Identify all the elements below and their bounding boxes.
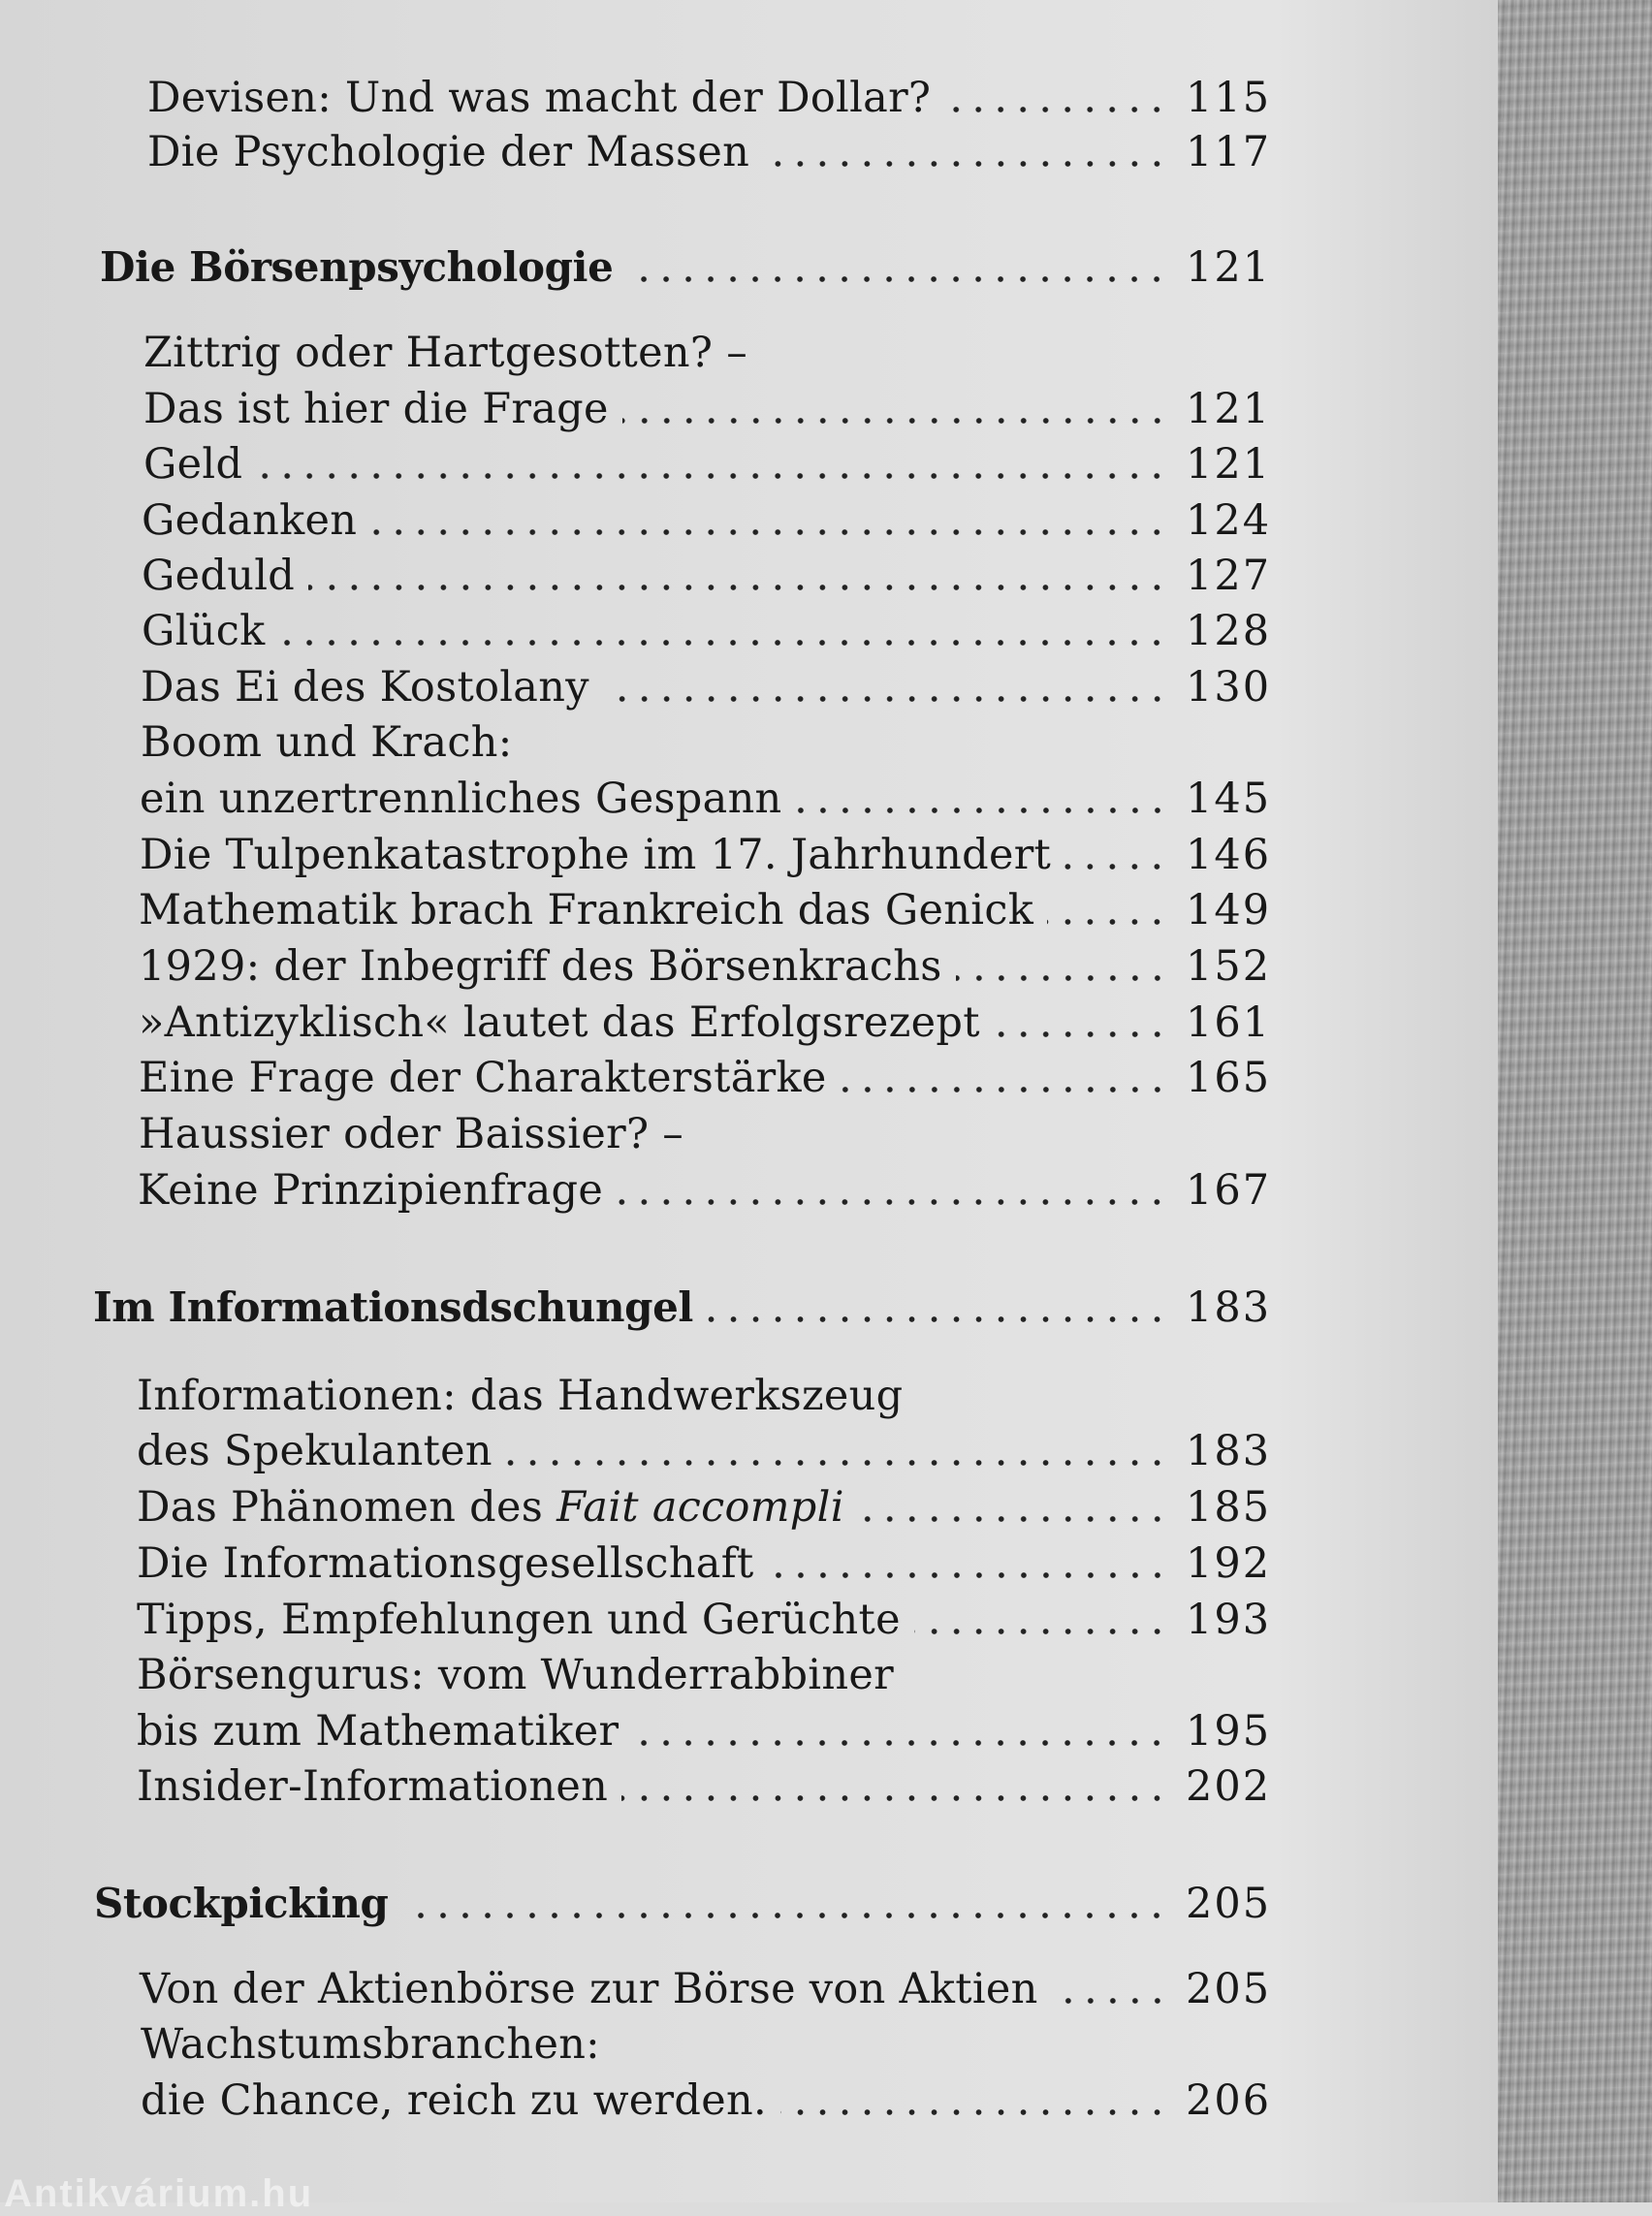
entry-title-text: Geduld [142,552,296,600]
entry-title [143,381,609,437]
entry-title [137,1479,844,1535]
entry-title-text: ein unzertrennliches Gespann [140,775,782,823]
toc-entry-zittrig [143,325,747,381]
dot-leader [401,1910,1168,1921]
dot-leader [308,582,1168,593]
toc-entry-bis-zum-mathematiker [137,1703,1272,1759]
toc-entry-antizyklisch [139,995,1272,1051]
entry-title-text: »Antizyklisch« lautet das Erfolgsrezept [139,998,980,1047]
page-number: 167 [1186,1166,1272,1215]
dot-leader [370,526,1168,538]
dot-leader [632,1737,1168,1749]
entry-title-text: Von der Aktienbörse zur Börse von Aktien [140,1965,1038,2013]
watermark: Antikvárium.hu [4,2172,314,2215]
toc-entry-keine-prinzipienfrage [138,1162,1272,1219]
dot-leader [796,805,1168,816]
dot-leader [768,1569,1168,1581]
page-number: 195 [1186,1707,1272,1756]
entry-title [139,1050,827,1106]
toc-entry-informationsgesellschaft [137,1535,1272,1592]
entry-title-text: Tipps, Empfehlungen und Gerüchte [137,1596,901,1644]
page-edge-background [1498,0,1652,2202]
entry-title-text: Börsengurus: vom Wunderrabbiner [137,1651,894,1699]
toc-entry-fait-accompli [137,1479,1272,1535]
dot-leader [622,415,1168,427]
page-number: 165 [1186,1054,1272,1102]
entry-title-text: Insider-Informationen [137,1762,609,1811]
dot-leader [617,1196,1168,1208]
page-number: 121 [1186,385,1272,433]
toc-entry-boersengurus [137,1647,894,1703]
toc-entry-des-spekulanten [137,1423,1272,1479]
toc-entry-gedanken [142,492,1272,549]
entry-title [137,1758,608,1815]
entry-title [93,1280,693,1336]
toc-entry-informationen-handwerkszeug [137,1368,903,1424]
toc-entry-charakterstaerke [139,1050,1272,1106]
entry-title [147,70,931,126]
entry-title-italic: Fait accompli [556,1483,844,1532]
entry-title [142,548,295,604]
page-number: 206 [1186,2076,1272,2125]
toc-entry-mathematik-frankreich [139,882,1272,938]
dot-leader [763,158,1168,170]
entry-title-text: Eine Frage der Charakterstärke [139,1054,827,1102]
page-number: 124 [1186,496,1272,545]
dot-leader [841,1084,1168,1095]
toc-entry-geduld [142,548,1272,604]
page-number: 193 [1186,1596,1272,1644]
toc-entry-glueck [142,603,1272,659]
toc-entry-wachstumsbranchen [141,2016,600,2073]
toc-entry-unzertrennliches-gespann [140,771,1272,827]
entry-title-text: die Chance, reich zu werden. [141,2076,767,2125]
entry-title [137,1423,492,1479]
entry-title [140,827,1051,883]
page-number: 130 [1186,663,1272,712]
entry-title-text: Boom und Krach: [141,718,513,767]
entry-title-text: Haussier oder Baissier? – [139,1110,684,1158]
entry-title-text: Die Informationsgesellschaft [137,1539,754,1588]
entry-title [94,1876,388,1932]
entry-title [139,995,980,1051]
dot-leader [1064,861,1168,872]
toc-entry-chance-reich [141,2073,1272,2129]
toc-entry-das-ist-hier-die-frage [143,381,1272,437]
entry-title [142,603,265,659]
entry-title [140,771,782,827]
page-number: 117 [1186,128,1272,176]
entry-title [142,492,357,549]
page-number: 121 [1186,440,1272,489]
page-number: 115 [1186,74,1272,122]
entry-title [147,124,749,180]
page-number: 121 [1186,243,1272,292]
dot-leader [1052,1995,1168,2007]
entry-title-text: Mathematik brach Frankreich das Genick [139,886,1034,934]
toc-entry-tipps-geruechte [137,1592,1272,1648]
page-number: 149 [1186,886,1272,934]
dot-leader [858,1513,1168,1525]
entry-title-text: Das ist hier die Frage [143,385,609,433]
toc-section-informationsdschungel [93,1280,1272,1336]
entry-title [143,325,747,381]
entry-title-text: Gedanken [142,496,358,545]
entry-title-text: Die Psychologie der Massen [147,128,750,176]
entry-title [137,1535,754,1592]
entry-title [139,938,942,995]
entry-title-text: Das Ei des Kostolany [141,663,589,712]
page-number: 145 [1186,775,1272,823]
page-number: 185 [1186,1483,1272,1532]
toc-entry-devisen [147,70,1272,126]
dot-leader [944,104,1168,115]
page-number: 127 [1186,552,1272,600]
entry-title [143,436,242,492]
page-number: 205 [1186,1965,1272,2013]
page-number: 192 [1186,1539,1272,1588]
entry-title-text: Die Tulpenkatastrophe im 17. Jahrhundert [140,831,1052,879]
dot-leader [994,1029,1168,1040]
entry-title-text: Stockpicking [94,1880,389,1927]
page-number: 128 [1186,607,1272,655]
entry-title [141,2073,767,2129]
entry-title-text: Wachstumsbranchen: [141,2020,600,2069]
page-number: 161 [1186,998,1272,1047]
entry-title-text: Devisen: Und was macht der Dollar? [147,74,932,122]
entry-title-text: Geld [143,440,243,489]
page-number: 152 [1186,942,1272,991]
entry-title [137,1592,901,1648]
dot-leader [707,1314,1168,1325]
entry-title-text: Informationen: das Handwerkszeug [137,1372,904,1420]
entry-title-text: Die Börsenpsychologie [100,243,614,291]
entry-title [100,239,613,296]
entry-title [137,1647,894,1703]
toc-entry-aktienboerse [140,1961,1272,2017]
entry-title-text: Das Phänomen des [137,1483,544,1532]
toc-entry-insider-informationen [137,1758,1272,1815]
toc-entry-tulpenkatastrophe [140,827,1272,883]
toc-section-boersenpsychologie [100,239,1272,296]
dot-leader [780,2106,1168,2118]
page-number: 205 [1186,1880,1272,1928]
dot-leader [626,273,1168,285]
entry-title [141,2016,600,2073]
entry-title [140,1961,1038,2017]
page-number: 183 [1186,1427,1272,1475]
entry-title-text: Im Informationsdschungel [93,1283,693,1331]
entry-title [141,659,589,715]
dot-leader [278,637,1168,649]
entry-title [141,714,512,771]
entry-title [137,1368,903,1424]
toc-entry-boom-und-krach [141,714,512,771]
toc-entry-psychologie-der-massen [147,124,1272,180]
dot-leader [603,693,1168,705]
page-number: 146 [1186,831,1272,879]
dot-leader [621,1792,1168,1804]
entry-title [139,882,1033,938]
toc-entry-1929-boersenkrach [139,938,1272,995]
entry-title [137,1703,619,1759]
toc-entry-geld [143,436,1272,492]
page-number: 183 [1186,1283,1272,1332]
entry-title [139,1106,683,1162]
toc-section-stockpicking [94,1876,1272,1932]
entry-title [138,1162,603,1219]
dot-leader [256,470,1168,482]
page-number: 202 [1186,1762,1272,1811]
entry-title-text: 1929: der Inbegriff des Börsenkrachs [139,942,942,991]
entry-title-text: des Spekulanten [137,1427,492,1475]
entry-title-text: Keine Prinzipienfrage [138,1166,604,1215]
dot-leader [914,1626,1168,1637]
toc-entry-ei-des-kostolany [141,659,1272,715]
dot-leader [1047,916,1168,928]
entry-title-text: bis zum Mathematiker [137,1707,620,1756]
entry-title-text: Glück [142,607,266,655]
dot-leader [956,972,1168,984]
dot-leader [506,1457,1168,1469]
entry-title-text: Zittrig oder Hartgesotten? – [143,329,747,377]
toc-entry-haussier-baissier [139,1106,683,1162]
